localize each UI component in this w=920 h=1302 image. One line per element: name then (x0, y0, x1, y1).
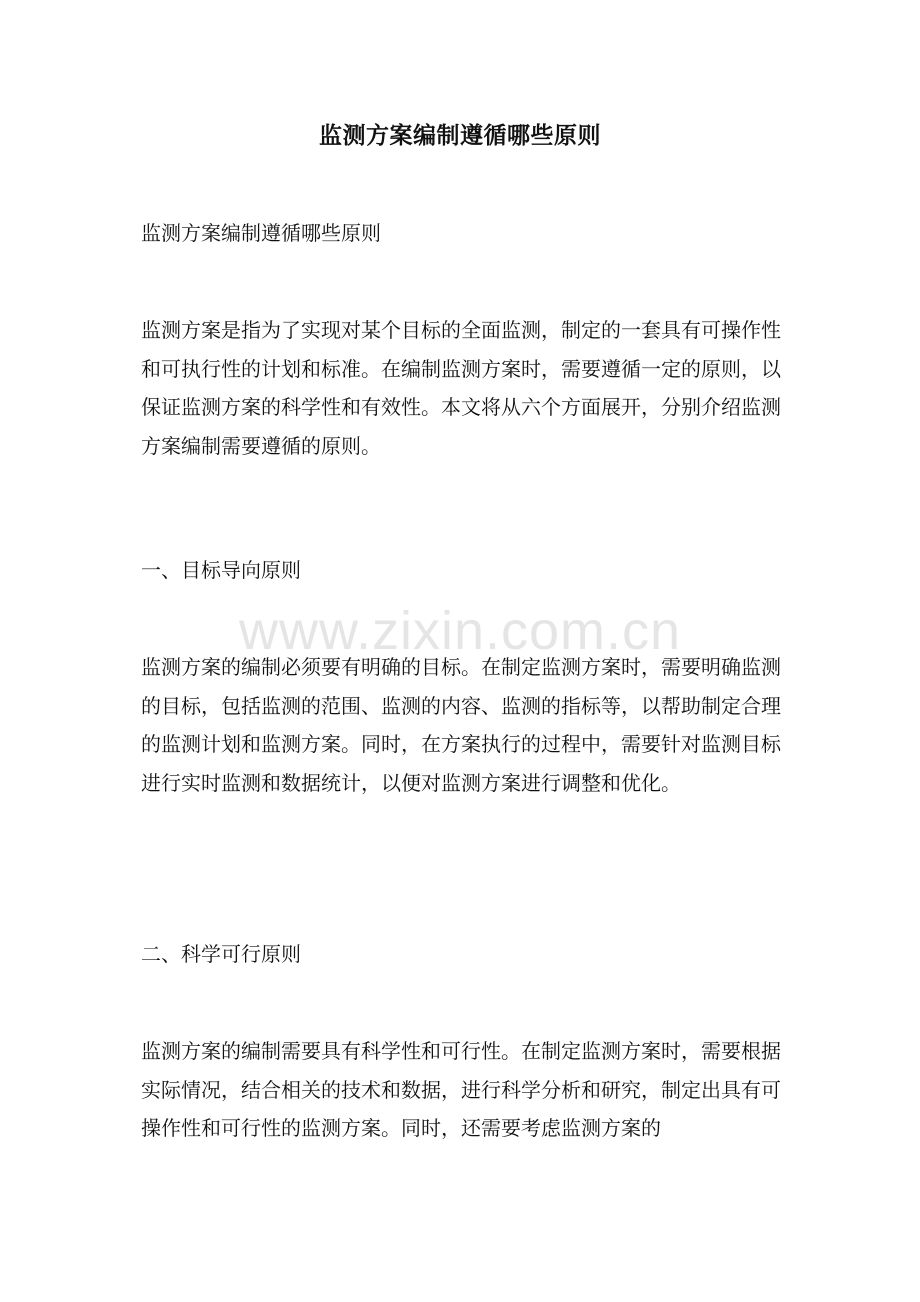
document-title: 监测方案编制遵循哪些原则 (319, 122, 601, 149)
section-heading-goal-oriented: 一、目标导向原则 (141, 558, 301, 582)
document-subtitle: 监测方案编制遵循哪些原则 (141, 221, 381, 245)
watermark: www.zixin.com.cn (238, 601, 682, 661)
scientific-feasible-paragraph: 监测方案的编制需要具有科学性和可行性。在制定监测方案时，需要根据实际情况，结合相关的技术和数据，进行科学分析和研究，制定出具有可操作性和可行性的监测方案。同时，还需要考虑监测方案的 (141, 1039, 781, 1140)
intro-paragraph: 监测方案是指为了实现对某个目标的全面监测，制定的一套具有可操作性和可执行性的计划和标准。在编制监测方案时，需要遵循一定的原则，以保证监测方案的科学性和有效性。本文将从六个方面展开，分别介绍监测方案编制需要遵循的原则。 (141, 318, 781, 458)
goal-oriented-paragraph: 监测方案的编制必须要有明确的目标。在制定监测方案时，需要明确监测的目标，包括监测的范围、监测的内容、监测的指标等，以帮助制定合理的监测计划和监测方案。同时，在方案执行的过程中，需要针对监测目标进行实时监测和数据统计，以便对监测方案进行调整和优化。 (141, 655, 781, 795)
section-heading-scientific-feasible: 二、科学可行原则 (141, 942, 301, 966)
